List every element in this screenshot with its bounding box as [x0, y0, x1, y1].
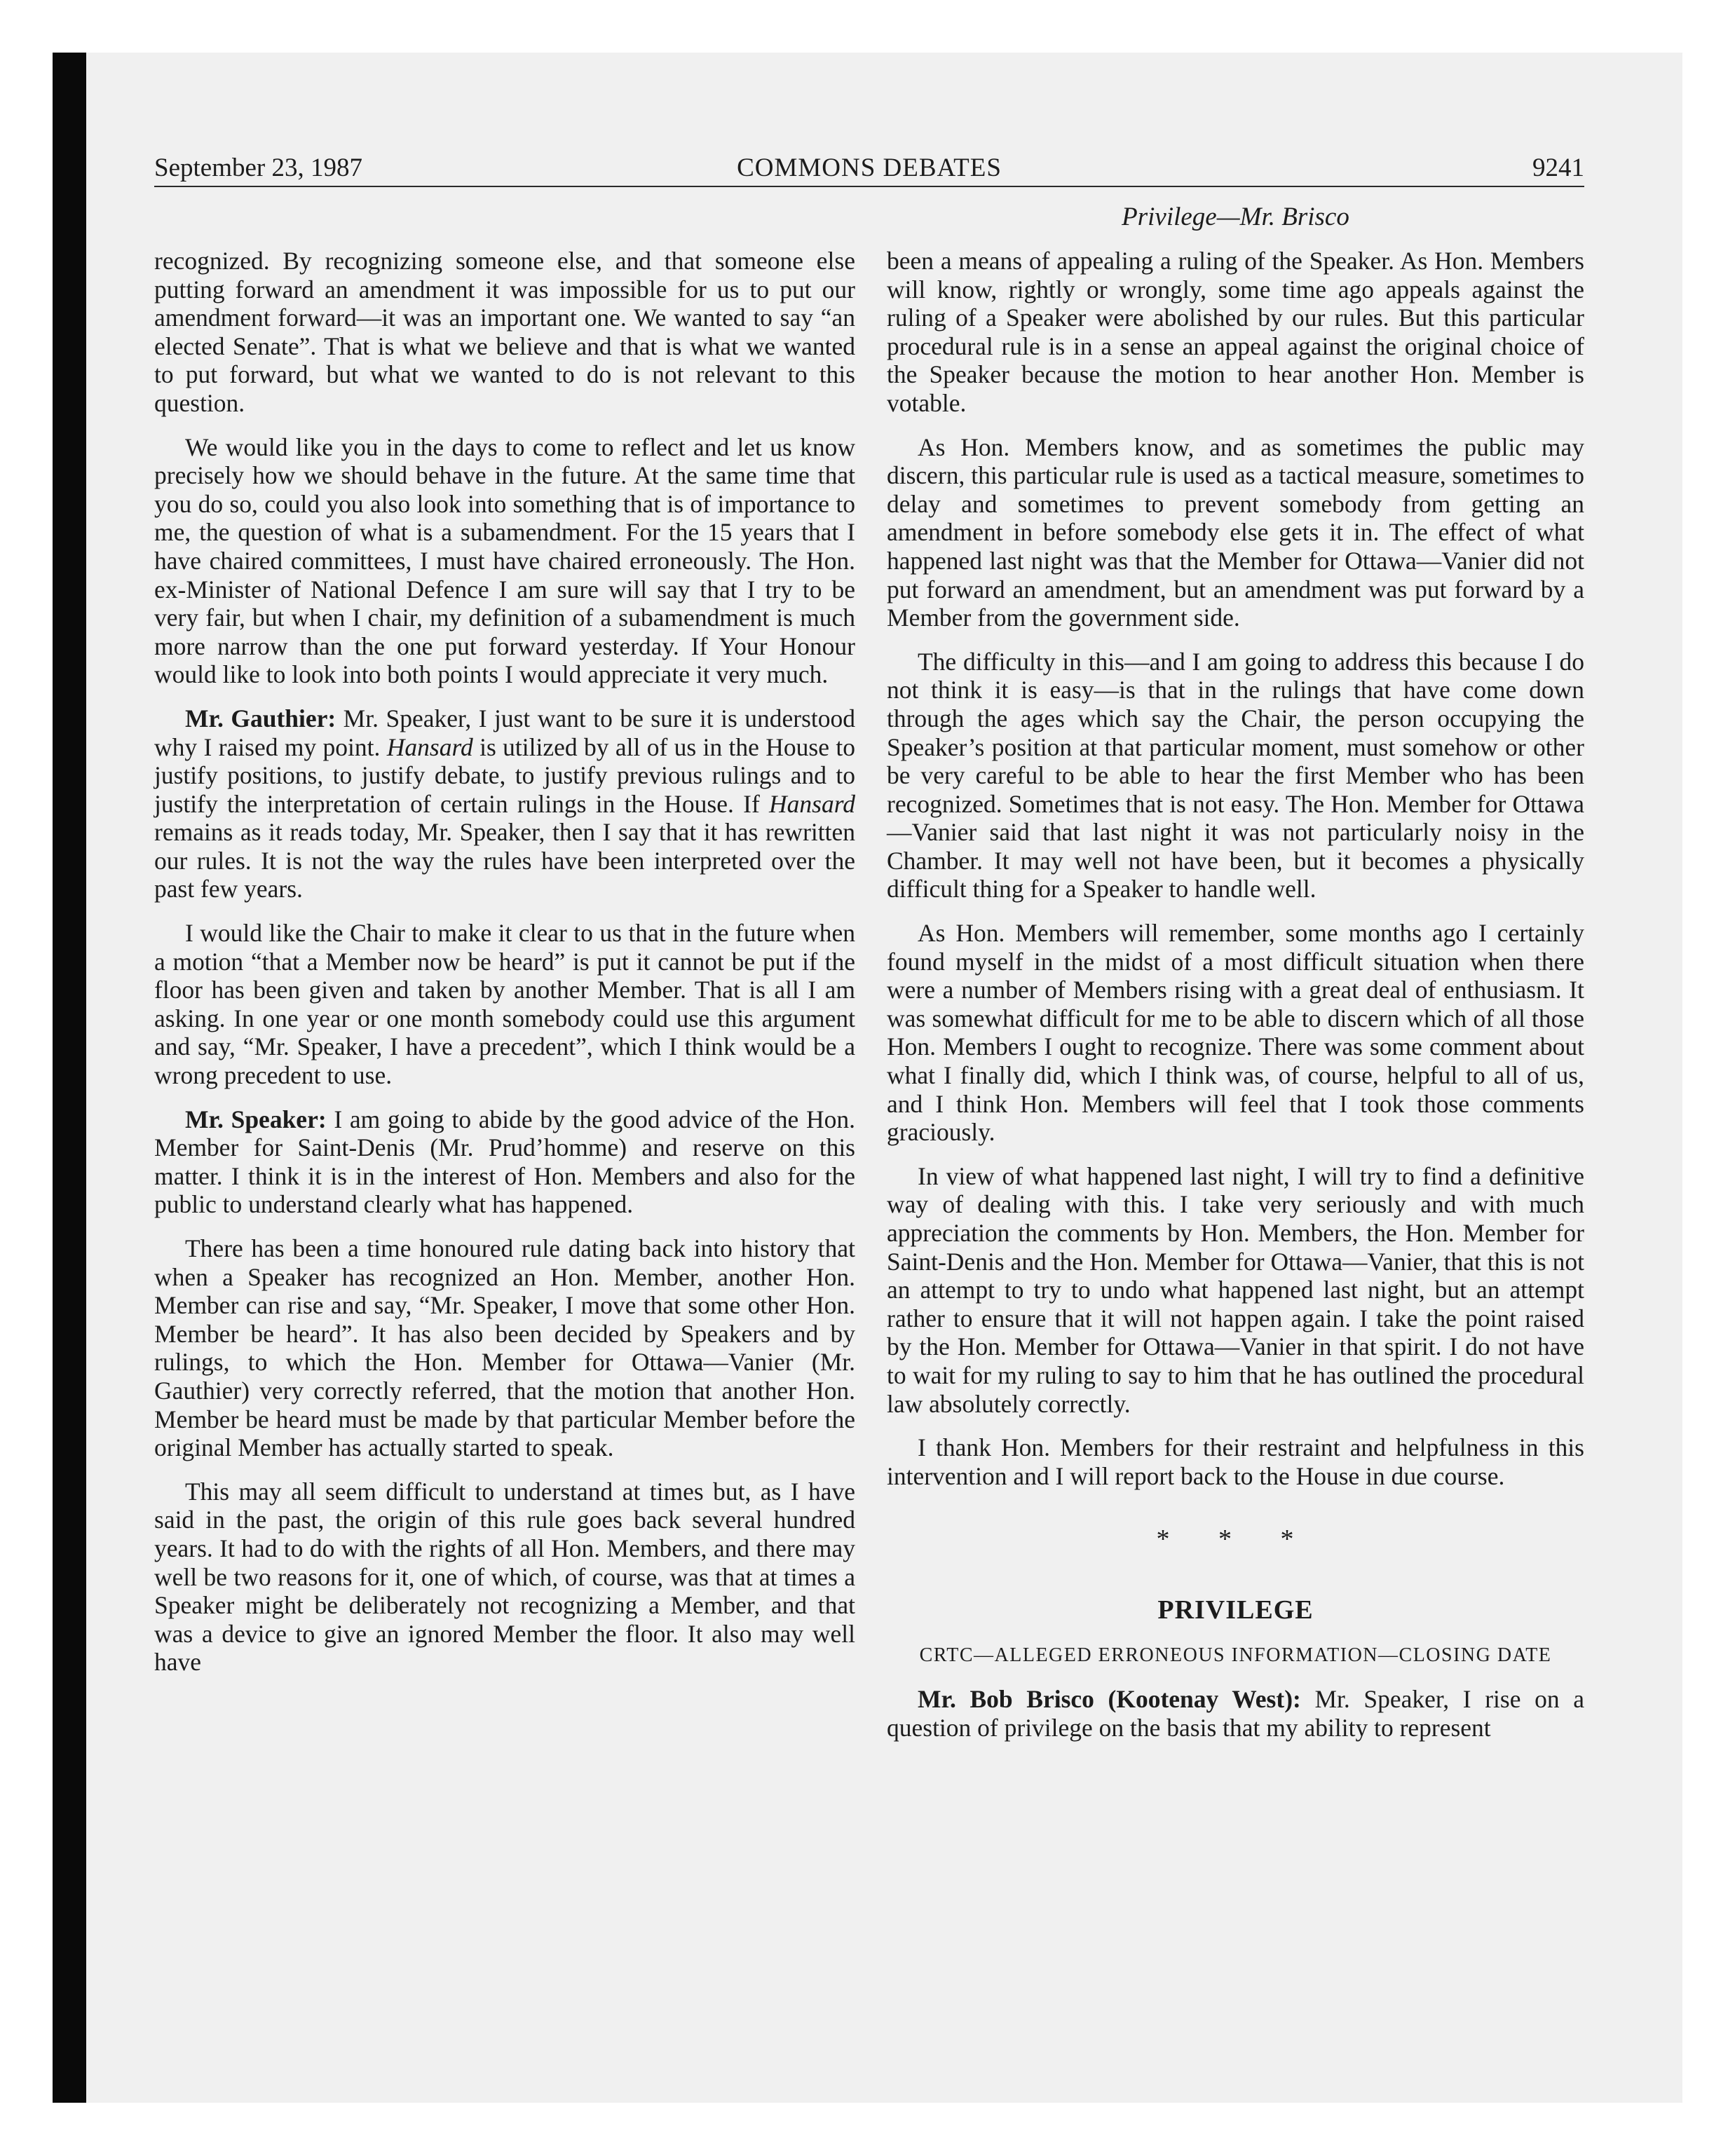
paragraph: [154, 704, 855, 903]
header-rule: [154, 186, 1584, 187]
paragraph-text: is utilized by all of us in the House to justify positions, to justify debate, to justify previous rulings and to justify the interpretation of certain rulings in the House. If: [154, 732, 855, 818]
paragraph-text: I am going to abide by the good advice of the Hon. Member for Saint-Denis (Mr. Prud’homme) and reserve on this matter. I think it is in the interest of Hon. Members and also for the public to understand clearly what has happened.: [154, 1105, 856, 1219]
speaker-name: Mr. Bob Brisco (Kootenay West):: [918, 1685, 1301, 1714]
binding-edge: [53, 53, 86, 2103]
paragraph: [154, 1105, 855, 1219]
paragraph: As Hon. Members know, and as sometimes the public may discern, this particular rule is used as a tactical measure, sometimes to delay and sometimes to prevent somebody from getting an amendment in before somebody else gets it in. The effect of what happened last night was that the Member for Ottawa—Vanier did not put forward an amendment, but an amendment was put forward by a Member from the government side.: [887, 432, 1584, 632]
right-column: [887, 247, 1584, 1757]
paragraph-text: Mr. Speaker, I just want to be sure it is understood why I raised my point.: [154, 704, 855, 761]
paragraph: been a means of appealing a ruling of the Speaker. As Hon. Members will know, rightly or wrongly, some time ago appeals against the ruling of a Speaker were abolished by our rules. But this particular procedural rule is in a sense an appeal against the original choice of the Speaker because the motion to hear another Hon. Member is votable.: [887, 247, 1584, 417]
italic-text: Hansard: [386, 732, 473, 761]
running-head: Privilege—Mr. Brisco: [1122, 203, 1349, 231]
section-subheading: CRTC—ALLEGED ERRONEOUS INFORMATION—CLOSING DATE: [919, 1644, 1552, 1666]
section-separator: * * *: [1156, 1524, 1315, 1555]
paragraph: The difficulty in this—and I am going to address this because I do not think it is easy—is that in the rulings that have come down through the ages which say the Chair, the person occupying the Speaker’s position at that particular moment, must somehow or other be very careful to be able to hear the first Member who has been recognized. Sometimes that is not easy. The Hon. Member for Ottawa—Vanier said that last night it was not particularly noisy in the Chamber. It may well not have been, but it becomes a physically difficult thing for a Speaker to handle well.: [887, 647, 1584, 903]
paragraph: recognized. By recognizing someone else, and that someone else putting forward an amendment it was impossible for us to put our amendment forward—it was an important one. We wanted to say “an elected Senate”. That is what we believe and that is what we wanted to put forward, but what we wanted to do is not relevant to this question.: [154, 247, 855, 417]
paragraph: As Hon. Members will remember, some months ago I certainly found myself in the midst of a most difficult situation when there were a number of Members rising with a great deal of enthusiasm. It was somewhat difficult for me to be able to discern which of all those Hon. Members I ought to recognize. There was some comment about what I finally did, which I think was, of course, helpful to all of us, and I think Hon. Members will feel that I took those comments graciously.: [887, 919, 1584, 1147]
paragraph: [887, 1685, 1584, 1742]
header-date: September 23, 1987: [154, 153, 362, 182]
speaker-name: Mr. Gauthier:: [185, 704, 336, 732]
paragraph-text: Mr. Speaker, I rise on a question of privilege on the basis that my ability to represent: [887, 1685, 1584, 1742]
left-column: [154, 247, 855, 1692]
section-title: PRIVILEGE: [1157, 1595, 1314, 1625]
paragraph: I thank Hon. Members for their restraint and helpfulness in this intervention and I will report back to the House in due course.: [887, 1433, 1584, 1490]
paragraph: We would like you in the days to come to reflect and let us know precisely how we should behave in the future. At the same time that you do so, could you also look into something that is of importance to me, the question of what is a subamendment. For the 15 years that I have chaired committees, I must have chaired erroneously. The Hon. ex-Minister of National Defence I am sure will say that I try to be very fair, but when I chair, my definition of a subamendment is much more narrow than the one put forward yesterday. If Your Honour would like to look into both points I would appreciate it very much.: [154, 432, 855, 689]
paragraph: I would like the Chair to make it clear to us that in the future when a motion “that a Member now be heard” is put it cannot be put if the floor has been given and taken by another Member. That is all I am asking. In one year or one month somebody could use this argument and say, “Mr. Speaker, I have a precedent”, which I think would be a wrong precedent to use.: [154, 919, 855, 1090]
header-publication: COMMONS DEBATES: [737, 153, 1002, 182]
paragraph: There has been a time honoured rule dating back into history that when a Speaker has recognized an Hon. Member, another Hon. Member can rise and say, “Mr. Speaker, I move that some other Hon. Member be heard”. It has also been decided by Speakers and by rulings, to which the Hon. Member for Ottawa—Vanier (Mr. Gauthier) very correctly referred, that the motion that another Hon. Member be heard must be made by that particular Member before the original Member has actually started to speak.: [154, 1234, 855, 1462]
paragraph: This may all seem difficult to understand at times but, as I have said in the past, the origin of this rule goes back several hundred years. It had to do with the rights of all Hon. Members, and there may well be two reasons for it, one of which, of course, was that at times a Speaker might be deliberately not recognizing a Member, and that was a device to give an ignored Member the floor. It also may well have: [154, 1477, 855, 1677]
italic-text: Hansard: [769, 789, 855, 818]
speaker-name: Mr. Speaker:: [185, 1105, 327, 1133]
paragraph: In view of what happened last night, I will try to find a definitive way of dealing with this. I take very seriously and with much appreciation the comments by Hon. Members, the Hon. Member for Saint-Denis and the Hon. Member for Ottawa—Vanier, that this is not an attempt to try to undo what happened last night, but an attempt rather to ensure that it will not happen again. I take the point raised by the Hon. Member for Ottawa—Vanier in that spirit. I do not have to wait for my ruling to say to him that he has outlined the procedural law absolutely correctly.: [887, 1161, 1584, 1418]
paragraph-text: remains as it reads today, Mr. Speaker, then I say that it has rewritten our rules. It is not the way the rules have been interpreted over the past few years.: [154, 818, 855, 903]
header-page-number: 9241: [1532, 153, 1584, 182]
page-header: [154, 153, 1584, 188]
